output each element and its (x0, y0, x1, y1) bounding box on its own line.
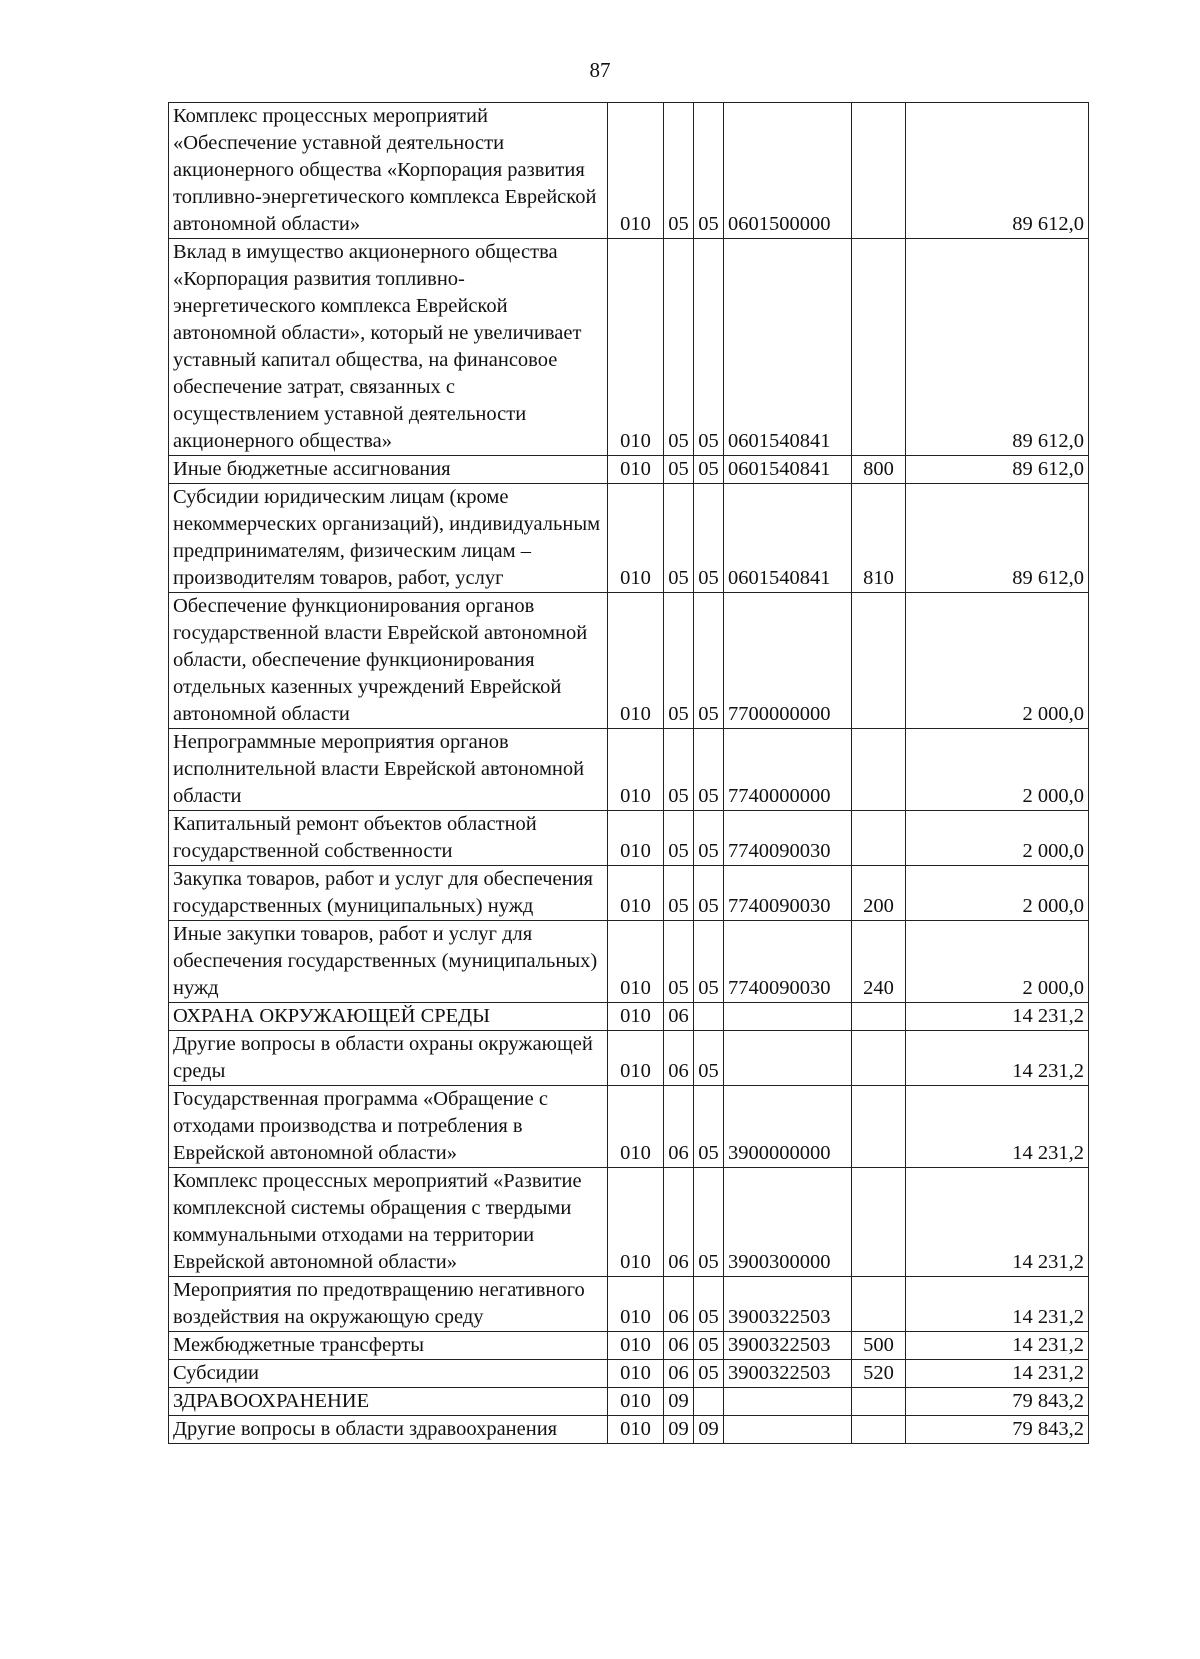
row-target-article-code: 7740090030 (724, 866, 852, 921)
row-name: Обеспечение функционирования органов государственной власти Еврейской автономной области, обеспечение функционирования отдельных казенных учреждений Еврейской автономной области (169, 593, 608, 729)
row-name: Межбюджетные трансферты (169, 1332, 608, 1360)
row-name: ЗДРАВООХРАНЕНИЕ (169, 1388, 608, 1416)
row-amount: 2 000,0 (906, 729, 1089, 811)
row-section-code: 05 (664, 456, 694, 484)
row-ministry-code: 010 (608, 1332, 664, 1360)
row-section-code: 05 (664, 593, 694, 729)
row-expense-type-code: 520 (852, 1360, 906, 1388)
row-target-article-code: 3900300000 (724, 1168, 852, 1277)
row-amount: 89 612,0 (906, 456, 1089, 484)
row-subsection-code: 05 (694, 1360, 724, 1388)
row-section-code: 05 (664, 103, 694, 239)
row-expense-type-code (852, 593, 906, 729)
table-row (169, 1277, 1089, 1332)
row-expense-type-code (852, 1168, 906, 1277)
row-name: Иные закупки товаров, работ и услуг для обеспечения государственных (муниципальных) нужд (169, 921, 608, 1003)
row-target-article-code: 3900000000 (724, 1086, 852, 1168)
row-target-article-code: 3900322503 (724, 1360, 852, 1388)
row-ministry-code: 010 (608, 866, 664, 921)
row-section-code: 06 (664, 1086, 694, 1168)
table-row (169, 456, 1089, 484)
row-subsection-code: 05 (694, 866, 724, 921)
table-row (169, 1388, 1089, 1416)
row-name: Вклад в имущество акционерного общества «Корпорация развития топливно-энергетического комплекса Еврейской автономной области», который не увеличивает уставный капитал общества, на финансовое обеспечение затрат, связанных с осуществлением уставной деятельности акционерного общества» (169, 239, 608, 456)
row-section-code: 09 (664, 1388, 694, 1416)
row-name: Комплекс процессных мероприятий «Обеспечение уставной деятельности акционерного общества «Корпорация развития топливно-энергетического комплекса Еврейской автономной области» (169, 103, 608, 239)
row-amount: 14 231,2 (906, 1168, 1089, 1277)
row-subsection-code (694, 1003, 724, 1031)
row-subsection-code: 05 (694, 729, 724, 811)
row-section-code: 05 (664, 921, 694, 1003)
row-subsection-code: 05 (694, 811, 724, 866)
row-subsection-code: 05 (694, 484, 724, 593)
table-row (169, 811, 1089, 866)
row-subsection-code: 05 (694, 921, 724, 1003)
table-row (169, 1332, 1089, 1360)
row-subsection-code: 05 (694, 1086, 724, 1168)
row-subsection-code: 05 (694, 1031, 724, 1086)
row-expense-type-code (852, 1003, 906, 1031)
row-expense-type-code (852, 1388, 906, 1416)
row-expense-type-code: 810 (852, 484, 906, 593)
row-expense-type-code: 200 (852, 866, 906, 921)
row-subsection-code: 09 (694, 1416, 724, 1444)
row-name: Непрограммные мероприятия органов исполнительной власти Еврейской автономной области (169, 729, 608, 811)
row-target-article-code: 7700000000 (724, 593, 852, 729)
row-amount: 89 612,0 (906, 239, 1089, 456)
row-amount: 89 612,0 (906, 484, 1089, 593)
row-ministry-code: 010 (608, 729, 664, 811)
row-subsection-code (694, 1388, 724, 1416)
row-target-article-code (724, 1003, 852, 1031)
row-amount: 79 843,2 (906, 1388, 1089, 1416)
row-ministry-code: 010 (608, 484, 664, 593)
row-ministry-code: 010 (608, 103, 664, 239)
row-name: Комплекс процессных мероприятий «Развитие комплексной системы обращения с твердыми коммунальными отходами на территории Еврейской автономной области» (169, 1168, 608, 1277)
row-ministry-code: 010 (608, 1003, 664, 1031)
row-section-code: 05 (664, 866, 694, 921)
row-amount: 2 000,0 (906, 921, 1089, 1003)
row-subsection-code: 05 (694, 1277, 724, 1332)
row-ministry-code: 010 (608, 1031, 664, 1086)
row-expense-type-code: 240 (852, 921, 906, 1003)
row-section-code: 06 (664, 1031, 694, 1086)
row-name: Другие вопросы в области охраны окружающей среды (169, 1031, 608, 1086)
table-row (169, 1003, 1089, 1031)
row-ministry-code: 010 (608, 1360, 664, 1388)
table-row (169, 1360, 1089, 1388)
row-section-code: 05 (664, 239, 694, 456)
budget-table (168, 102, 1089, 1444)
row-ministry-code: 010 (608, 1388, 664, 1416)
row-target-article-code (724, 1388, 852, 1416)
row-ministry-code: 010 (608, 811, 664, 866)
table-row (169, 1168, 1089, 1277)
table-row (169, 729, 1089, 811)
row-ministry-code: 010 (608, 1168, 664, 1277)
row-target-article-code: 0601500000 (724, 103, 852, 239)
row-subsection-code: 05 (694, 1332, 724, 1360)
row-ministry-code: 010 (608, 456, 664, 484)
row-name: Мероприятия по предотвращению негативного воздействия на окружающую среду (169, 1277, 608, 1332)
row-section-code: 09 (664, 1416, 694, 1444)
row-expense-type-code: 800 (852, 456, 906, 484)
row-expense-type-code: 500 (852, 1332, 906, 1360)
row-expense-type-code (852, 811, 906, 866)
table-row (169, 866, 1089, 921)
row-amount: 14 231,2 (906, 1003, 1089, 1031)
row-subsection-code: 05 (694, 1168, 724, 1277)
row-name: Иные бюджетные ассигнования (169, 456, 608, 484)
table-row (169, 921, 1089, 1003)
row-name: Субсидии (169, 1360, 608, 1388)
row-section-code: 06 (664, 1360, 694, 1388)
row-ministry-code: 010 (608, 1416, 664, 1444)
row-target-article-code: 0601540841 (724, 484, 852, 593)
row-amount: 14 231,2 (906, 1031, 1089, 1086)
row-name: Закупка товаров, работ и услуг для обеспечения государственных (муниципальных) нужд (169, 866, 608, 921)
row-amount: 14 231,2 (906, 1086, 1089, 1168)
row-amount: 2 000,0 (906, 811, 1089, 866)
row-expense-type-code (852, 103, 906, 239)
row-target-article-code: 0601540841 (724, 456, 852, 484)
row-target-article-code (724, 1031, 852, 1086)
row-target-article-code (724, 1416, 852, 1444)
row-section-code: 06 (664, 1277, 694, 1332)
row-amount: 14 231,2 (906, 1360, 1089, 1388)
table-row (169, 1416, 1089, 1444)
row-ministry-code: 010 (608, 239, 664, 456)
row-ministry-code: 010 (608, 1277, 664, 1332)
table-row (169, 1086, 1089, 1168)
row-amount: 14 231,2 (906, 1332, 1089, 1360)
row-target-article-code: 3900322503 (724, 1332, 852, 1360)
row-section-code: 05 (664, 484, 694, 593)
row-subsection-code: 05 (694, 239, 724, 456)
table-row (169, 103, 1089, 239)
row-expense-type-code (852, 1086, 906, 1168)
row-amount: 2 000,0 (906, 866, 1089, 921)
row-subsection-code: 05 (694, 103, 724, 239)
table-row (169, 239, 1089, 456)
row-ministry-code: 010 (608, 593, 664, 729)
row-name: Субсидии юридическим лицам (кроме некоммерческих организаций), индивидуальным предпринимателям, физическим лицам – производителям товаров, работ, услуг (169, 484, 608, 593)
row-section-code: 06 (664, 1168, 694, 1277)
row-expense-type-code (852, 1277, 906, 1332)
row-target-article-code: 3900322503 (724, 1277, 852, 1332)
row-amount: 79 843,2 (906, 1416, 1089, 1444)
row-ministry-code: 010 (608, 1086, 664, 1168)
row-expense-type-code (852, 1031, 906, 1086)
row-expense-type-code (852, 1416, 906, 1444)
row-name: Капитальный ремонт объектов областной государственной собственности (169, 811, 608, 866)
table-row (169, 484, 1089, 593)
row-name: Другие вопросы в области здравоохранения (169, 1416, 608, 1444)
row-expense-type-code (852, 239, 906, 456)
table-row (169, 1031, 1089, 1086)
row-amount: 89 612,0 (906, 103, 1089, 239)
row-name: ОХРАНА ОКРУЖАЮЩЕЙ СРЕДЫ (169, 1003, 608, 1031)
row-target-article-code: 7740000000 (724, 729, 852, 811)
table-row (169, 593, 1089, 729)
row-target-article-code: 7740090030 (724, 921, 852, 1003)
page-number: 87 (589, 58, 611, 82)
row-target-article-code: 0601540841 (724, 239, 852, 456)
row-amount: 14 231,2 (906, 1277, 1089, 1332)
row-subsection-code: 05 (694, 593, 724, 729)
row-name: Государственная программа «Обращение с отходами производства и потребления в Еврейской автономной области» (169, 1086, 608, 1168)
row-target-article-code: 7740090030 (724, 811, 852, 866)
row-section-code: 05 (664, 811, 694, 866)
row-expense-type-code (852, 729, 906, 811)
row-ministry-code: 010 (608, 921, 664, 1003)
row-amount: 2 000,0 (906, 593, 1089, 729)
row-section-code: 05 (664, 729, 694, 811)
row-section-code: 06 (664, 1332, 694, 1360)
row-section-code: 06 (664, 1003, 694, 1031)
row-subsection-code: 05 (694, 456, 724, 484)
